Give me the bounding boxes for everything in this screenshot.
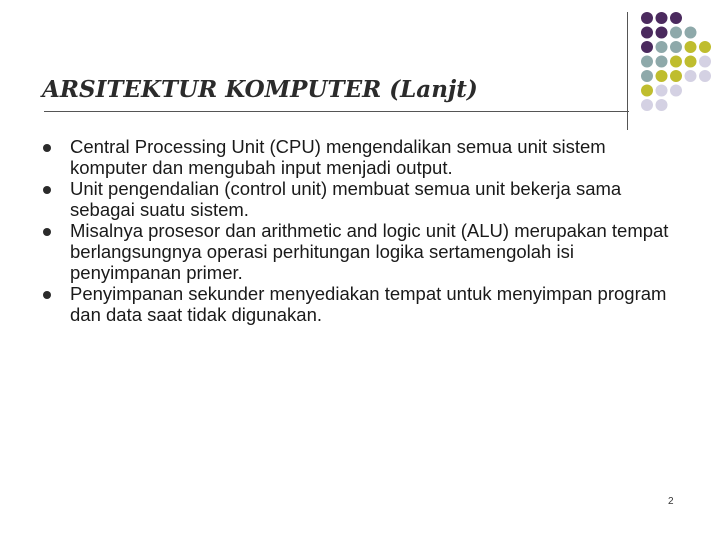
decor-dot	[685, 27, 697, 39]
decor-dot	[670, 12, 682, 24]
decor-dot	[670, 56, 682, 68]
decor-dot	[699, 56, 711, 68]
decor-dot	[656, 70, 668, 82]
bullet-text: Misalnya prosesor dan arithmetic and logic unit (ALU) merupakan tempat berlangsungnya operasi perhitungan logika sertamengolah isi penyimpanan primer.	[70, 220, 669, 283]
vertical-divider	[627, 12, 628, 130]
decor-dot	[641, 12, 653, 24]
decor-dot	[641, 56, 653, 68]
title-underline	[44, 111, 629, 112]
bullet-marker-icon	[43, 144, 51, 152]
dot-grid-decoration	[641, 12, 720, 112]
decor-dot	[656, 56, 668, 68]
decor-dot	[656, 12, 668, 24]
decor-dot	[656, 27, 668, 39]
decor-dot	[641, 99, 653, 111]
decor-dot	[670, 85, 682, 97]
bullet-item	[40, 220, 680, 283]
decor-dot	[685, 70, 697, 82]
slide-title: ARSITEKTUR KOMPUTER (Lanjt)	[42, 76, 478, 103]
decor-dot	[685, 41, 697, 53]
bullet-item	[40, 178, 680, 220]
decor-dot	[699, 41, 711, 53]
bullet-text: Central Processing Unit (CPU) mengendalikan semua unit sistem komputer dan mengubah input menjadi output.	[70, 136, 606, 178]
decor-dot	[641, 85, 653, 97]
decor-dot	[670, 27, 682, 39]
decor-dot	[670, 70, 682, 82]
bullet-list	[40, 136, 680, 325]
bullet-text: Unit pengendalian (control unit) membuat semua unit bekerja sama sebagai suatu sistem.	[70, 178, 622, 220]
bullet-item	[40, 283, 680, 325]
decor-dot	[641, 70, 653, 82]
decor-dot	[641, 27, 653, 39]
bullet-marker-icon	[43, 291, 51, 299]
decor-dot	[656, 99, 668, 111]
decor-dot	[656, 85, 668, 97]
decor-dot	[685, 56, 697, 68]
bullet-marker-icon	[43, 186, 51, 194]
bullet-item	[40, 136, 680, 178]
decor-dot	[670, 41, 682, 53]
decor-dot	[699, 70, 711, 82]
decor-dot	[641, 41, 653, 53]
page-number: 2	[668, 496, 674, 507]
bullet-text: Penyimpanan sekunder menyediakan tempat untuk menyimpan program dan data saat tidak digunakan.	[70, 283, 667, 325]
decor-dot	[656, 41, 668, 53]
bullet-marker-icon	[43, 228, 51, 236]
